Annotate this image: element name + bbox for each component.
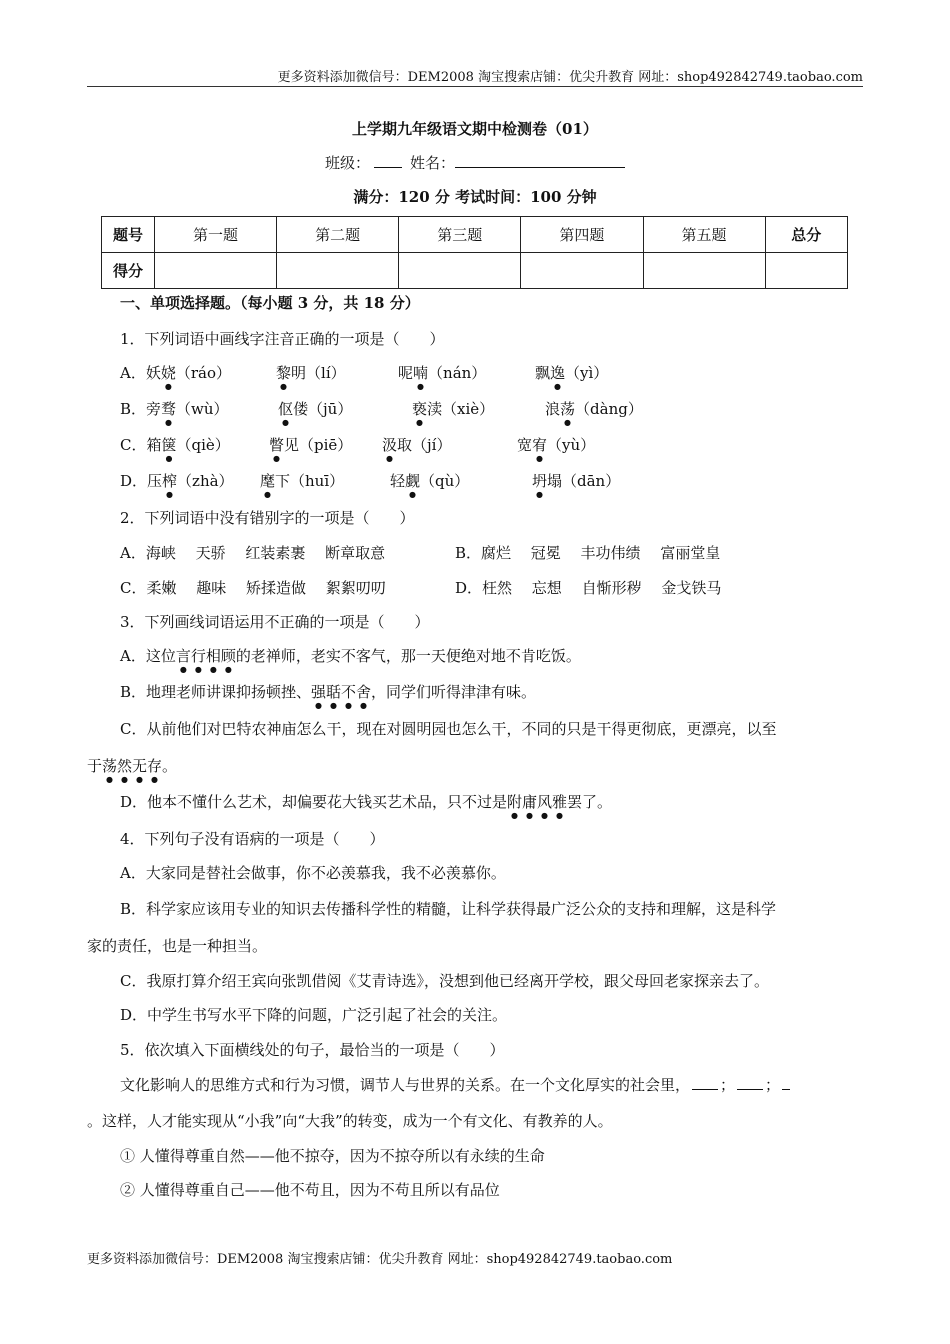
term: [535, 362, 608, 391]
q4-option-b-line1: B．科学家应该用专业的知识去传播科学性的精髓，让科学获得最广泛公众的支持和理解，这是科学: [120, 900, 777, 918]
text: A．妖: [120, 364, 161, 382]
marked-char: 伛: [278, 400, 294, 418]
score-cell: [155, 253, 277, 289]
table-row: [102, 253, 848, 289]
name-blank: [455, 153, 625, 168]
marked-char: 喃: [413, 364, 429, 382]
term: [545, 398, 643, 427]
q3-option-c-line1: C．从前他们对巴特农神庙怎么干，现在对圆明园也怎么干，不同的只是干得更彻底，更漂亮，以至: [120, 720, 777, 738]
term: [390, 470, 469, 499]
q3-stem: 3．下列画线词语运用不正确的一项是（ ）: [120, 613, 430, 631]
score-cell: [521, 253, 643, 289]
marked-char: 觑: [405, 472, 421, 490]
col-header: 第二题: [277, 217, 399, 253]
q5-item-2: ② 人懂得尊重自己——他不苟且，因为不苟且所以有品位: [120, 1181, 500, 1199]
col-header: 第三题: [399, 217, 521, 253]
q4-option-b-line2: 家的责任，也是一种担当。: [87, 937, 268, 955]
term: [398, 362, 486, 391]
text: （zhà）: [177, 472, 234, 490]
marked-char: 箧: [161, 436, 177, 454]
text: 下（huī）: [275, 472, 345, 490]
row-label-number: 题号: [102, 217, 155, 253]
q2-stem: 2．下列词语中没有错别字的一项是（ ）: [120, 509, 415, 527]
term: [276, 362, 346, 391]
text: （yù）: [547, 436, 596, 454]
text: 罢了。: [567, 793, 613, 811]
marked-char: 坍: [532, 472, 548, 490]
term: [382, 434, 451, 463]
text: （ráo）: [175, 364, 232, 382]
col-header-total: 总分: [765, 217, 847, 253]
text: 宽: [517, 436, 533, 454]
term: [412, 398, 494, 427]
text: （dàng）: [575, 400, 643, 418]
fill-blank: [692, 1076, 718, 1090]
marked-phrase: 荡然无存: [102, 757, 163, 775]
col-header: 第四题: [521, 217, 643, 253]
q5-item-1: ① 人懂得尊重自然——他不掠夺，因为不掠夺所以有永续的生命: [120, 1147, 545, 1165]
fill-blank: [782, 1076, 790, 1090]
q1-option-b: [120, 398, 643, 427]
q5-stem: 5．依次填入下面横线处的句子，最恰当的一项是（ ）: [120, 1041, 505, 1059]
q3-option-a: [120, 645, 581, 674]
text: 明（lí）: [291, 364, 346, 382]
section-heading: 一、单项选择题。（每小题 3 分，共 18 分）: [120, 294, 420, 312]
q5-paragraph-line1: [120, 1074, 792, 1095]
q4-option-c: C．我原打算介绍王宾向张凯借阅《艾青诗选》，没想到他已经离开学校，跟父母回老家探亲去了。: [120, 972, 769, 990]
class-blank: [374, 153, 402, 168]
text: （wù）: [176, 400, 229, 418]
score-cell: [399, 253, 521, 289]
marked-char: 娆: [160, 364, 176, 382]
text: ；: [765, 1076, 781, 1094]
text: 取（jí）: [397, 436, 452, 454]
q4-option-a: A．大家同是替社会做事，你不必羡慕我，我不必羡慕你。: [120, 864, 506, 882]
score-table: [101, 216, 848, 289]
fill-blank: [737, 1076, 763, 1090]
text: （yì）: [565, 364, 609, 382]
q1-stem: 1．下列词语中画线字注音正确的一项是（ ）: [120, 330, 445, 348]
text: （qù）: [420, 472, 470, 490]
q2-option-d: D．枉然 忘想 自惭形秽 金戈铁马: [455, 579, 722, 597]
q2-option-a: A．海峡 天骄 红装素裹 断章取意: [120, 544, 386, 562]
page-title: 上学期九年级语文期中检测卷（01）: [352, 120, 598, 138]
marked-char: 逸: [550, 364, 566, 382]
q3-option-b: [120, 681, 536, 710]
text: ，同学们听得津津有味。: [371, 683, 537, 701]
q2-option-c: C．柔嫩 趣味 矫揉造做 絮絮叨叨: [120, 579, 386, 597]
marked-char: 榨: [162, 472, 178, 490]
marked-phrase: 附庸风雅: [507, 793, 568, 811]
q2-option-b: B．腐烂 冠冕 丰功伟绩 富丽堂皇: [455, 544, 721, 562]
marked-char: 麾: [260, 472, 276, 490]
header-note: 更多资料添加微信号：DEM2008 淘宝搜索店铺：优尖升教育 网址：shop492842749.taobao.com: [277, 70, 863, 85]
term: [278, 398, 352, 427]
marked-char: 黎: [276, 364, 292, 382]
col-header: 第五题: [643, 217, 765, 253]
q4-stem: 4．下列句子没有语病的一项是（ ）: [120, 830, 385, 848]
score-cell: [765, 253, 847, 289]
text: （qiè）: [176, 436, 230, 454]
text: B．旁: [120, 400, 162, 418]
text: 偻（jū）: [293, 400, 353, 418]
score-cell: [277, 253, 399, 289]
score-info: 满分：120 分 考试时间：100 分钟: [353, 188, 597, 206]
marked-char: 亵: [412, 400, 428, 418]
text: 轻: [390, 472, 406, 490]
text: A．这位: [120, 647, 176, 665]
marked-char: 瞥: [269, 436, 285, 454]
text: （nán）: [428, 364, 487, 382]
marked-phrase: 言行相顾: [175, 647, 236, 665]
text: B．地理老师讲课抑扬顿挫、: [120, 683, 312, 701]
q3-option-c-line2: [87, 755, 177, 784]
text: ；: [720, 1076, 736, 1094]
text: 呢: [398, 364, 414, 382]
marked-char: 骛: [161, 400, 177, 418]
header-divider: [87, 86, 863, 87]
marked-phrase: 强聒不舍: [311, 683, 372, 701]
q1-option-c: [120, 434, 596, 463]
score-cell: [643, 253, 765, 289]
text: D．他本不懂什么艺术，却偏要花大钱买艺术品，只不过是: [120, 793, 508, 811]
footer-note: 更多资料添加微信号：DEM2008 淘宝搜索店铺：优尖升教育 网址：shop492842749.taobao.com: [87, 1252, 673, 1267]
text: 文化影响人的思维方式和行为习惯，调节人与世界的关系。在一个文化厚实的社会里，: [120, 1076, 691, 1094]
q4-option-d: D．中学生书写水平下降的问题，广泛引起了社会的关注。: [120, 1006, 508, 1024]
name-label: 姓名：: [410, 154, 456, 172]
marked-char: 宥: [532, 436, 548, 454]
text: 塌（dān）: [547, 472, 621, 490]
text: 的老禅师，老实不客气，那一天便绝对地不肯吃饭。: [235, 647, 581, 665]
term: [517, 434, 595, 463]
table-row: [102, 217, 848, 253]
class-name-line: [0, 152, 950, 173]
text: D．压: [120, 472, 163, 490]
text: 。: [162, 757, 178, 775]
q5-paragraph-line2: 。这样，人才能实现从“小我”向“大我”的转变，成为一个有文化、有教养的人。: [87, 1112, 613, 1130]
text: 于: [87, 757, 103, 775]
q1-option-a: [120, 362, 609, 391]
row-label-score: 得分: [102, 253, 155, 289]
col-header: 第一题: [155, 217, 277, 253]
q1-option-d: [120, 470, 621, 499]
term: [260, 470, 344, 499]
text: 渎（xiè）: [427, 400, 495, 418]
text: 见（piē）: [284, 436, 353, 454]
q3-option-d: [120, 791, 612, 820]
text: C．箱: [120, 436, 162, 454]
class-label: 班级：: [324, 154, 370, 172]
marked-char: 汲: [382, 436, 398, 454]
text: 飘: [535, 364, 551, 382]
term: [269, 434, 352, 463]
marked-char: 荡: [560, 400, 576, 418]
term: [532, 470, 620, 499]
text: 浪: [545, 400, 561, 418]
